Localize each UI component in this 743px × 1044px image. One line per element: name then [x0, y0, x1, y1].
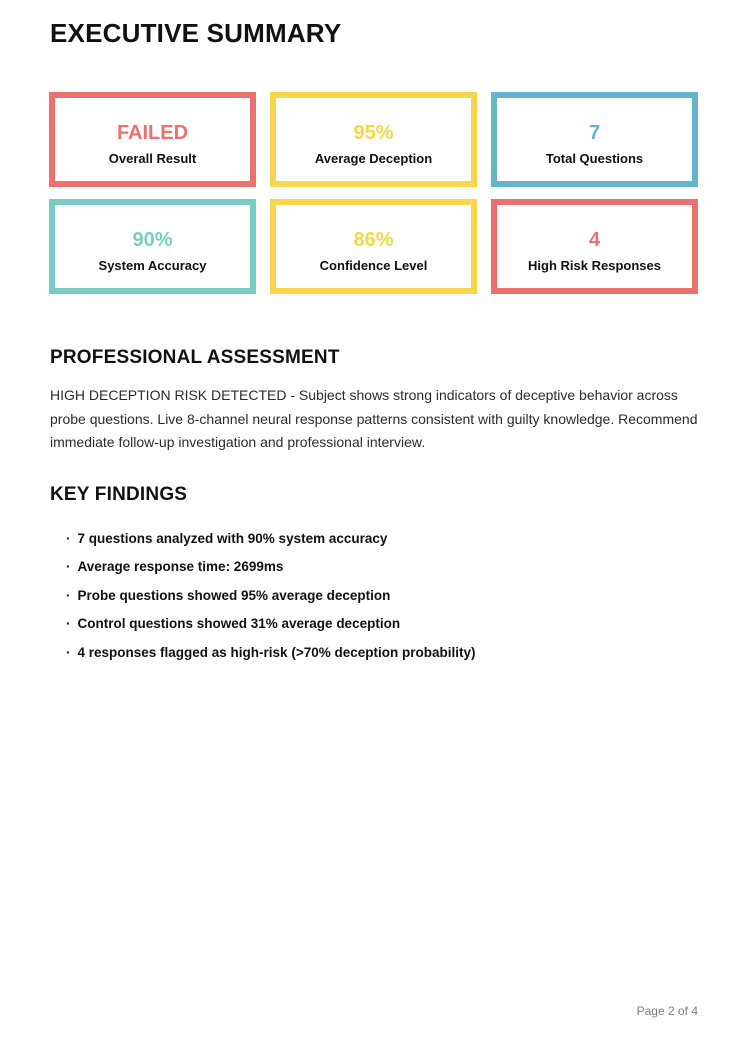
card-label: Overall Result — [108, 150, 197, 166]
key-finding-text: 4 responses flagged as high-risk (>70% deception probability) — [77, 644, 476, 660]
key-findings-heading: KEY FINDINGS — [50, 484, 188, 505]
card-value: 7 — [588, 121, 601, 144]
key-finding-item — [66, 553, 475, 582]
card-value: 86% — [353, 228, 394, 251]
key-finding-item — [66, 638, 475, 667]
summary-card-system-accuracy — [49, 199, 256, 294]
bullet-marker: · — [66, 559, 71, 575]
card-value: 90% — [132, 228, 173, 251]
professional-assessment-text: HIGH DECEPTION RISK DETECTED - Subject shows strong indicators of deceptive behavior across probe questions. Live 8-channel neural response patterns consistent with guilty knowledge. Recommend immediate follow-up investigation and professional interview. — [50, 387, 698, 450]
professional-assessment-heading: PROFESSIONAL ASSESSMENT — [50, 347, 340, 368]
card-value: 4 — [588, 228, 601, 251]
summary-card-overall-result — [49, 92, 256, 187]
card-value: 95% — [353, 121, 394, 144]
key-finding-text: Control questions showed 31% average deception — [77, 616, 401, 632]
card-value: FAILED — [116, 121, 189, 144]
bullet-marker: · — [66, 644, 71, 660]
key-finding-item — [66, 581, 475, 610]
card-label: System Accuracy — [98, 257, 207, 273]
summary-card-average-deception — [270, 92, 477, 187]
bullet-marker: · — [66, 587, 71, 603]
key-finding-item — [66, 610, 475, 639]
bullet-marker: · — [66, 530, 71, 546]
card-label: Total Questions — [545, 150, 644, 166]
key-findings-list — [66, 524, 475, 667]
key-finding-item — [66, 524, 475, 553]
page-number: Page 2 of 4 — [636, 1004, 698, 1018]
card-label: Confidence Level — [319, 257, 428, 273]
summary-cards-grid — [49, 92, 698, 294]
card-label: Average Deception — [314, 150, 433, 166]
summary-card-confidence-level — [270, 199, 477, 294]
summary-card-high-risk-responses — [491, 199, 698, 294]
key-finding-text: Probe questions showed 95% average deception — [77, 587, 391, 603]
card-label: High Risk Responses — [528, 257, 661, 273]
summary-card-total-questions — [491, 92, 698, 187]
key-finding-text: Average response time: 2699ms — [77, 559, 284, 575]
bullet-marker: · — [66, 616, 71, 632]
page-title: EXECUTIVE SUMMARY — [50, 18, 342, 48]
key-finding-text: 7 questions analyzed with 90% system accuracy — [77, 530, 388, 546]
